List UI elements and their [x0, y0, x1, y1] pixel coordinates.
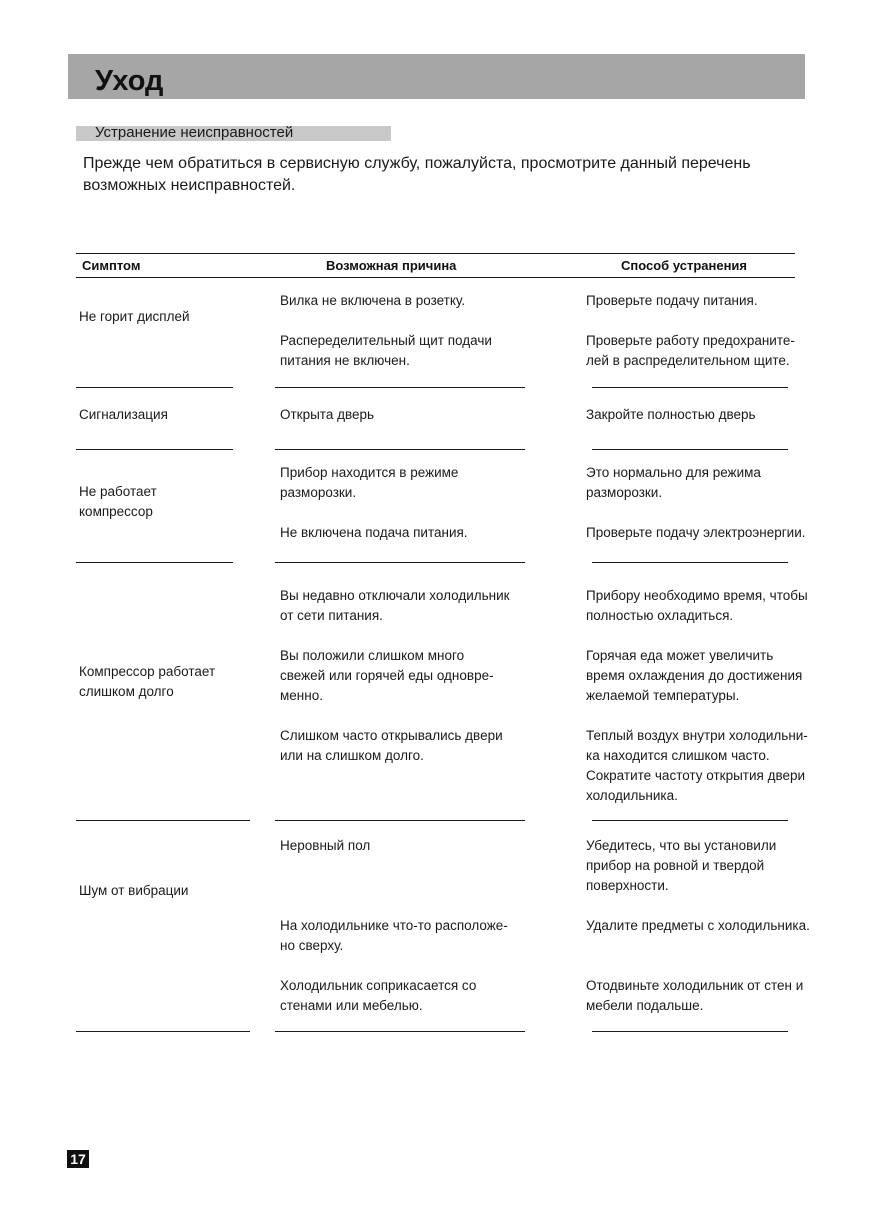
group-divider [275, 562, 525, 563]
group-divider [76, 1031, 250, 1032]
table-header-rule [76, 277, 795, 278]
fix-cell: Закройте полностью дверь [586, 407, 756, 422]
section-band [76, 126, 391, 141]
page-number: 17 [67, 1150, 89, 1168]
column-header-symptom: Симптом [82, 258, 141, 273]
group-divider [592, 387, 788, 388]
cause-cell: Прибор находится в режиме разморозки. [280, 465, 459, 500]
cause-cell: Слишком часто открывались двери или на слишком долго. [280, 728, 503, 763]
fix-cell: Проверьте подачу электроэнергии. [586, 525, 806, 540]
group-divider [275, 820, 525, 821]
fix-cell: Отодвиньте холодильник от стен и мебели подальше. [586, 978, 804, 1013]
cause-cell: Распеределительный щит подачи питания не включен. [280, 333, 492, 368]
fix-cell: Горячая еда может увеличить время охлаждения до достижения желаемой температуры. [586, 648, 803, 703]
group-divider [592, 1031, 788, 1032]
table-top-rule [76, 253, 795, 254]
header-band [68, 54, 805, 99]
group-divider [76, 820, 250, 821]
symptom-cell: Не работает компрессор [79, 484, 157, 519]
column-header-cause: Возможная причина [326, 258, 457, 273]
section-title: Устранение неисправностей [95, 124, 294, 141]
symptom-cell: Компрессор работает слишком долго [79, 664, 216, 699]
symptom-cell: Не горит дисплей [79, 309, 190, 324]
cause-cell: Холодильник соприкасается со стенами или мебелью. [280, 978, 477, 1013]
fix-cell: Проверьте подачу питания. [586, 293, 758, 308]
cause-cell: Вы недавно отключали холодильник от сети питания. [280, 588, 510, 623]
group-divider [275, 449, 525, 450]
group-divider [76, 562, 233, 563]
fix-cell: Удалите предметы с холодильника. [586, 918, 810, 933]
page-title: Уход [95, 65, 164, 97]
fix-cell: Прибору необходимо время, чтобы полностью охладиться. [586, 588, 808, 623]
group-divider [76, 387, 233, 388]
cause-cell: На холодильнике что-то расположе- но сверху. [280, 918, 508, 953]
fix-cell: Теплый воздух внутри холодильни- ка находится слишком часто. Сократите частоту открытия двери холодильника. [586, 728, 808, 803]
cause-cell: Открыта дверь [280, 407, 375, 422]
symptom-cell: Шум от вибрации [79, 883, 189, 898]
column-header-fix: Способ устранения [621, 258, 748, 273]
group-divider [592, 449, 788, 450]
group-divider [592, 562, 788, 563]
fix-cell: Это нормально для режима разморозки. [586, 465, 761, 500]
cause-cell: Вы положили слишком много свежей или горячей еды одновре- менно. [280, 648, 494, 703]
group-divider [76, 449, 233, 450]
intro-text: Прежде чем обратиться в сервисную службу, пожалуйста, просмотрите данный перечень возможных неисправностей. [83, 155, 751, 194]
group-divider [592, 820, 788, 821]
fix-cell: Проверьте работу предохраните- лей в распределительном щите. [586, 333, 795, 368]
group-divider [275, 387, 525, 388]
symptom-cell: Сигнализация [79, 407, 168, 422]
fix-cell: Убедитесь, что вы установили прибор на ровной и твердой поверхности. [586, 838, 777, 893]
cause-cell: Вилка не включена в розетку. [280, 293, 466, 308]
group-divider [275, 1031, 525, 1032]
cause-cell: Неровный пол [280, 838, 371, 853]
cause-cell: Не включена подача питания. [280, 525, 468, 540]
